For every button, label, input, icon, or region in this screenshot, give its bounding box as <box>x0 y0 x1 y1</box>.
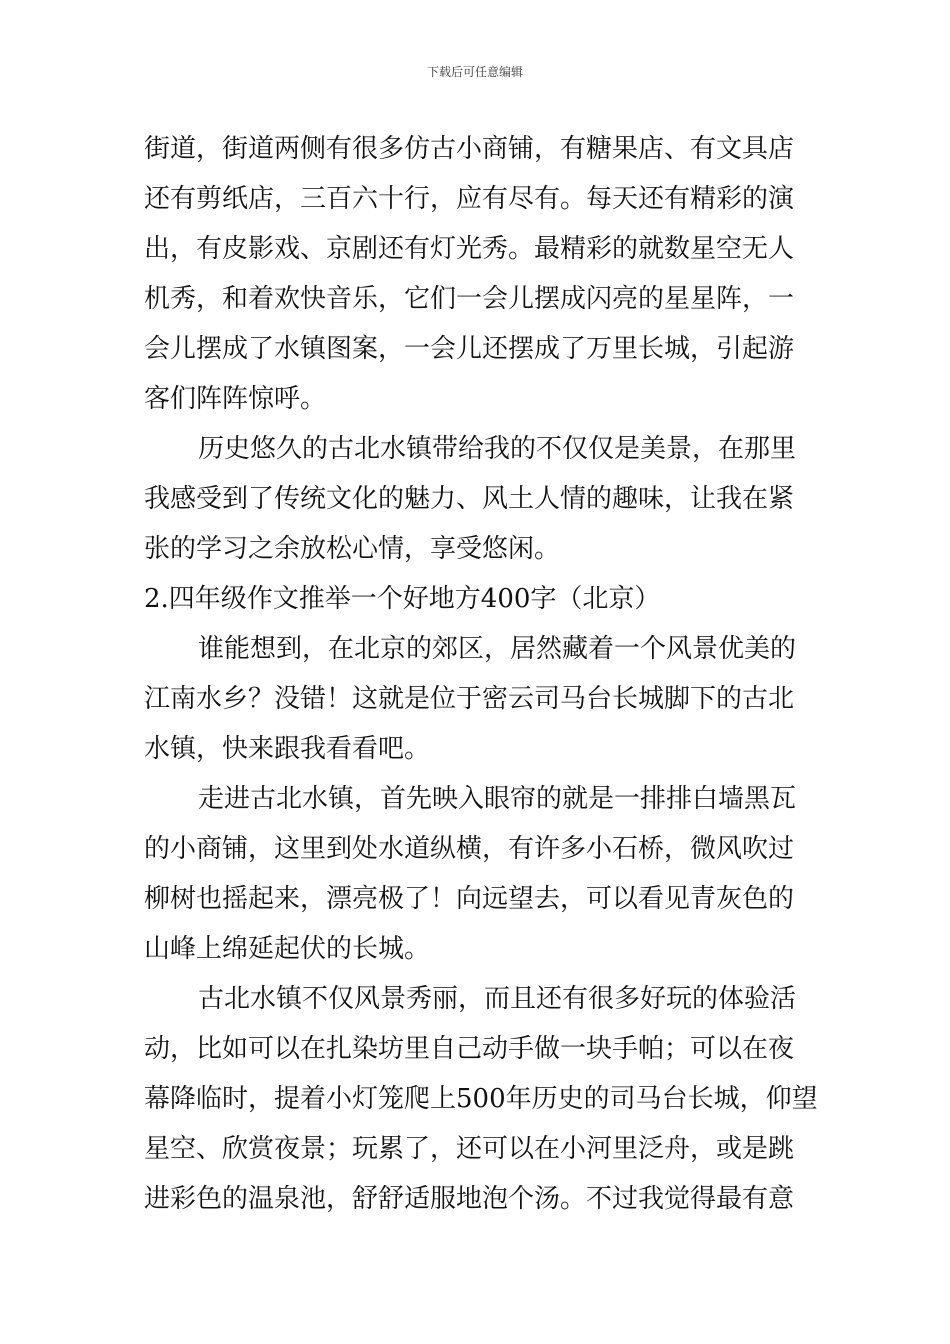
paragraph-start-line: 古北水镇不仅风景秀丽，而且还有很多好玩的体验活 <box>198 984 797 1014</box>
text-line: 张的学习之余放松心情，享受悠闲。 <box>144 534 561 564</box>
text-line: 星空、欣赏夜景；玩累了，还可以在小河里泛舟，或是跳 <box>144 1134 795 1164</box>
paragraph-start-line: 走进古北水镇，首先映入眼帘的就是一排排白墙黑瓦 <box>198 784 797 814</box>
text-line: 机秀，和着欢快音乐，它们一会儿摆成闪亮的星星阵，一 <box>144 284 795 314</box>
text-line: 会儿摆成了水镇图案，一会儿还摆成了万里长城，引起游 <box>144 334 795 364</box>
text-line: 还有剪纸店，三百六十行，应有尽有。每天还有精彩的演 <box>144 184 795 214</box>
text-line: 的小商铺，这里到处水道纵横，有许多小石桥，微风吹过 <box>144 834 795 864</box>
page-header: 下载后可任意编辑 <box>426 65 523 79</box>
text-line: 街道，街道两侧有很多仿古小商铺，有糖果店、有文具店 <box>144 134 795 164</box>
text-line: 水镇，快来跟我看看吧。 <box>144 734 431 764</box>
text-line: 山峰上绵延起伏的长城。 <box>144 934 431 964</box>
text-line: 柳树也摇起来，漂亮极了！向远望去，可以看见青灰色的 <box>144 884 795 914</box>
text-line: 出，有皮影戏、京剧还有灯光秀。最精彩的就数星空无人 <box>144 234 795 264</box>
section-heading: 2.四年级作文推举一个好地方400字（北京） <box>144 584 661 614</box>
text-line: 客们阵阵惊呼。 <box>144 384 327 414</box>
text-line: 我感受到了传统文化的魅力、风土人情的趣味，让我在紧 <box>144 484 795 514</box>
document-body <box>144 124 818 1224</box>
paragraph-start-line: 历史悠久的古北水镇带给我的不仅仅是美景，在那里 <box>198 434 797 464</box>
text-line: 进彩色的温泉池，舒舒适服地泡个汤。不过我觉得最有意 <box>144 1184 795 1214</box>
text-line: 幕降临时，提着小灯笼爬上500年历史的司马台长城，仰望 <box>144 1084 818 1114</box>
text-line: 动，比如可以在扎染坊里自己动手做一块手帕；可以在夜 <box>144 1034 795 1064</box>
text-line: 江南水乡？没错！这就是位于密云司马台长城脚下的古北 <box>144 684 795 714</box>
paragraph-start-line: 谁能想到，在北京的郊区，居然藏着一个风景优美的 <box>198 634 797 664</box>
